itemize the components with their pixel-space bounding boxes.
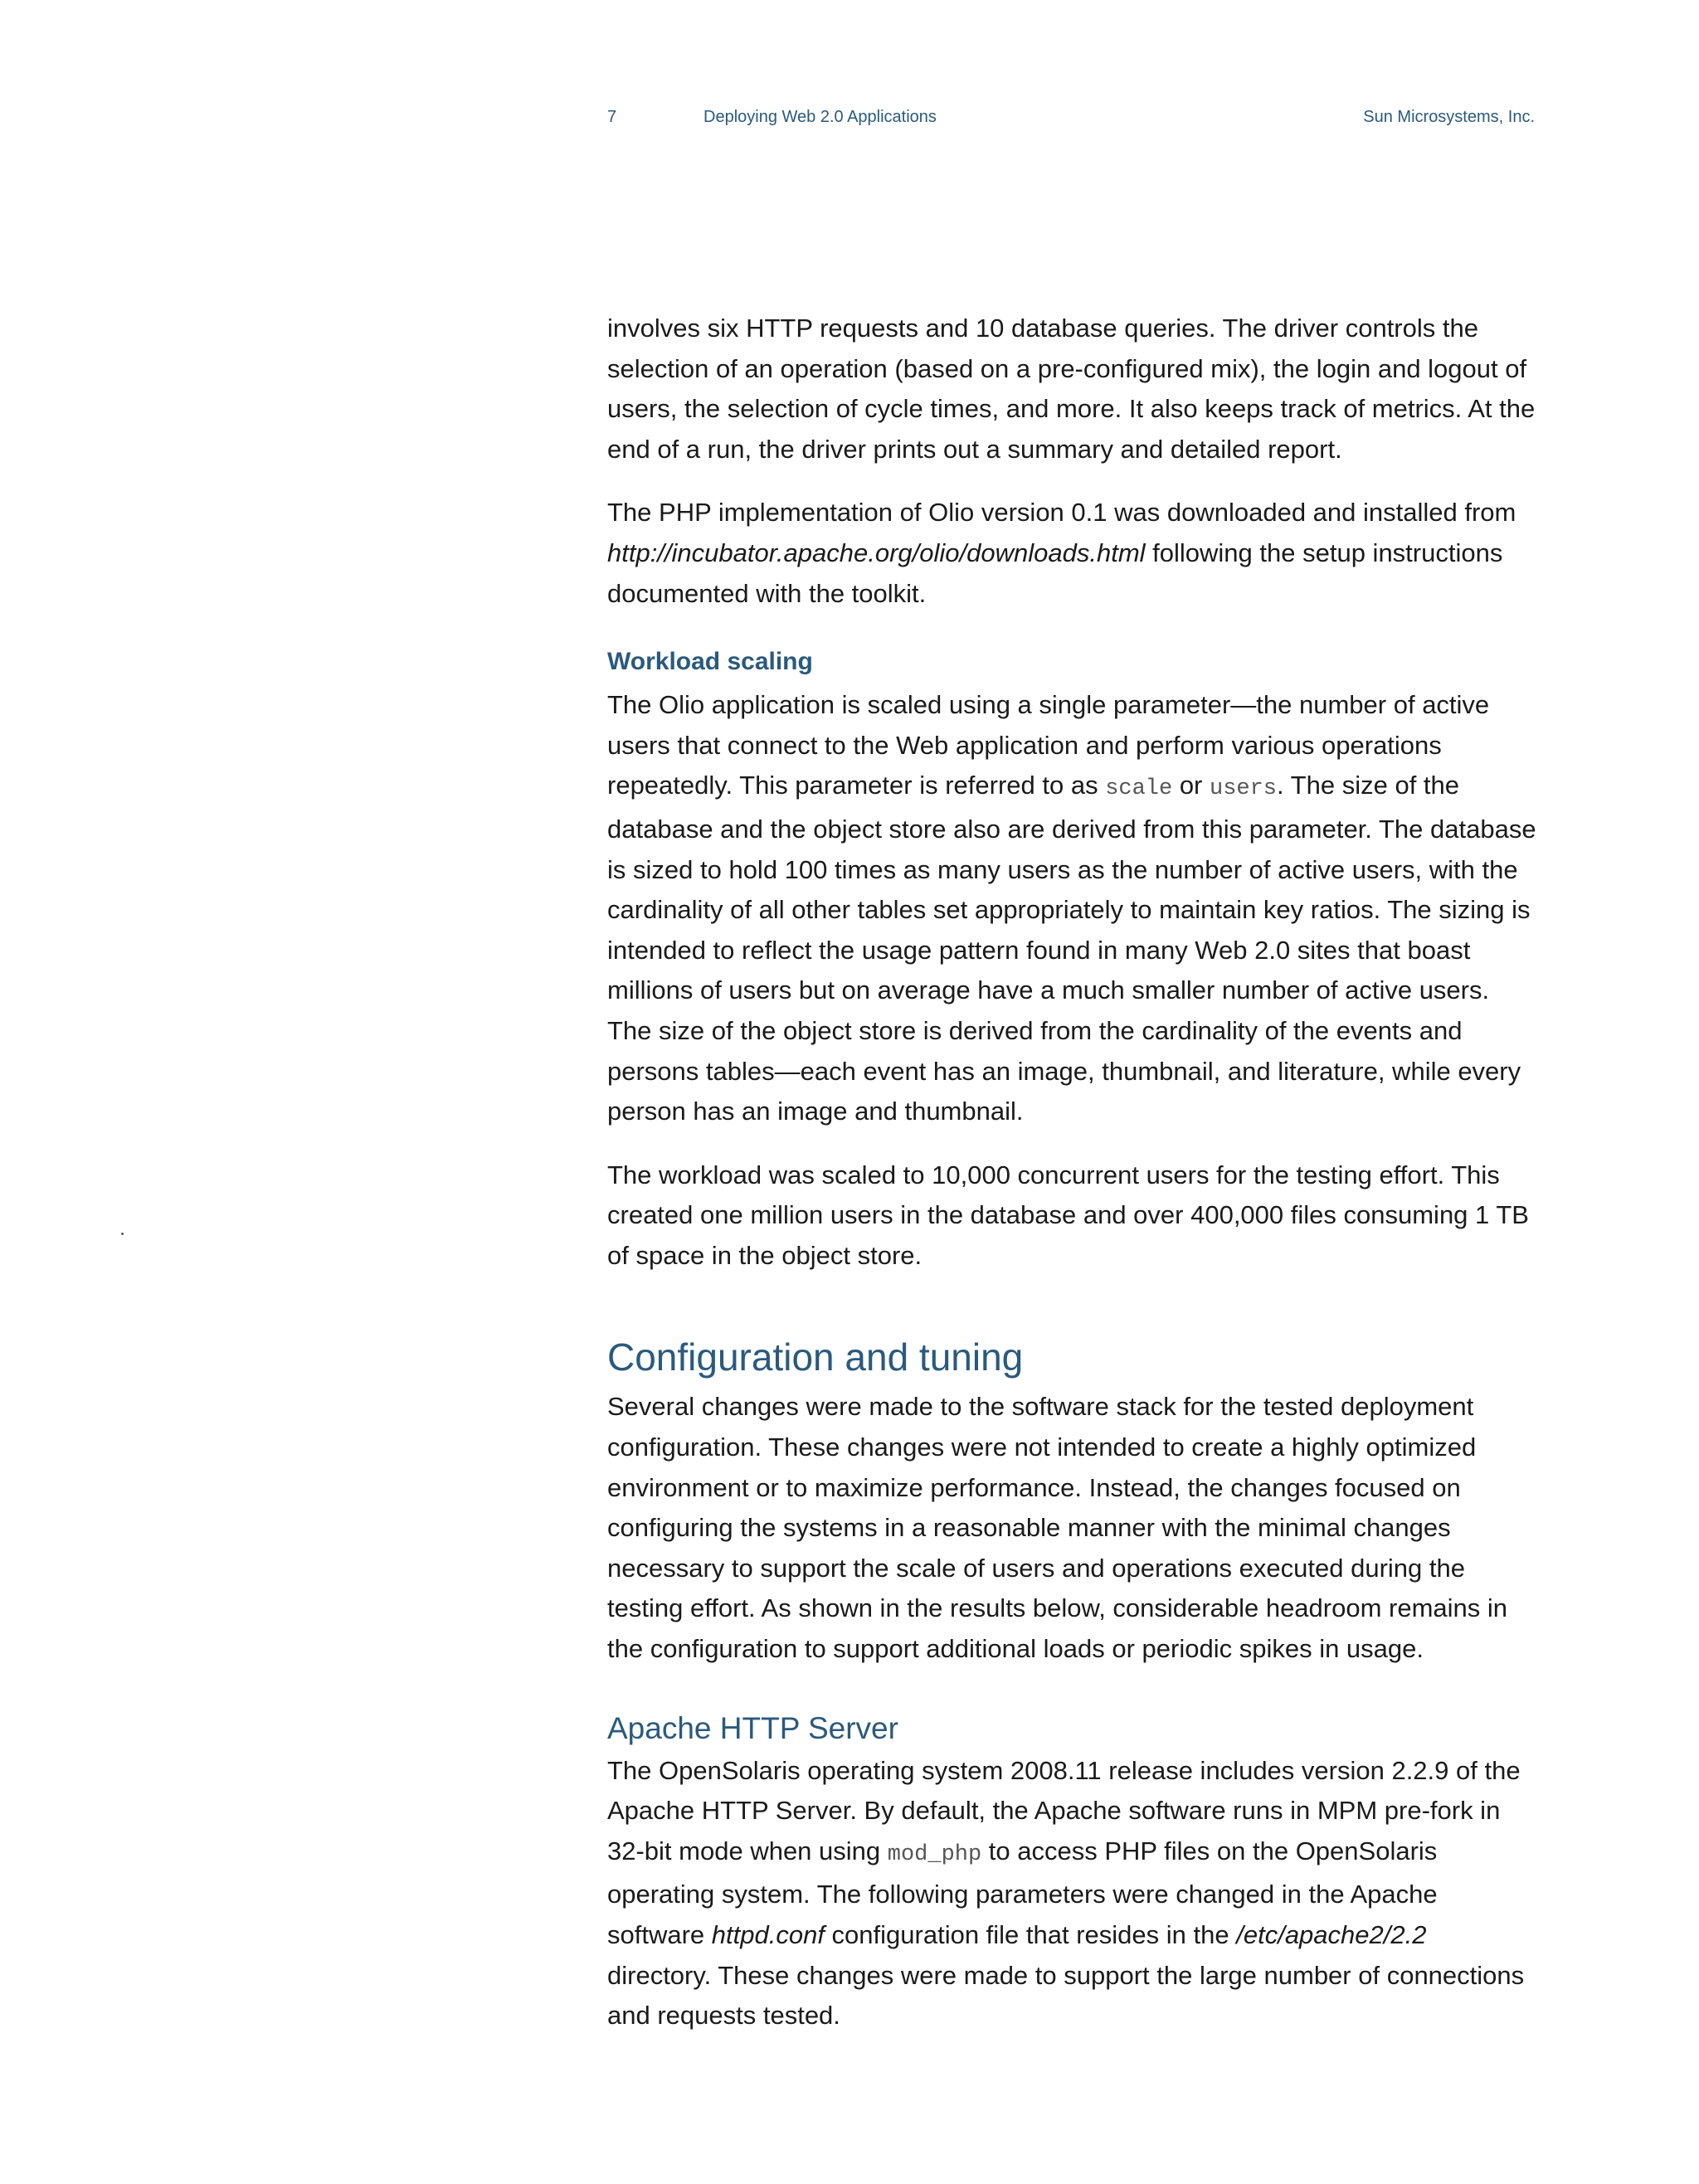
directory-path: /etc/apache2/2.2 [1236,1920,1427,1949]
text-run: to access PHP files on the OpenSolaris operating system. The following parameters were changed in the Apache software [607,1836,1438,1949]
code-scale: scale [1105,776,1173,802]
text-run: The OpenSolaris operating system 2008.11 release includes version 2.2.9 of the Apache HTTP Server. By default, the Apache software runs in MPM pre-fork in 32-bit mode when using [607,1755,1521,1865]
text-run: The PHP implementation of Olio version 0.1 was downloaded and installed from [607,498,1516,528]
document-title: Deploying Web 2.0 Applications [703,108,937,126]
text-run: The Olio application is scaled using a single parameter—the number of active users that connect to the Web application and perform various operations repeatedly. This parameter is referred to as [607,690,1490,800]
page-number: 7 [607,108,617,126]
company-name: Sun Microsystems, Inc. [1363,108,1535,126]
stray-mark [121,1233,124,1235]
workload-scaling-heading: Workload scaling [607,648,813,676]
running-header [607,108,1535,133]
text-run: following the setup instructions documented with the toolkit. [607,537,1503,608]
paragraph-driver-description: involves six HTTP requests and 10 database queries. The driver controls the selection of an operation (based on a pre-configured mix), the login and logout of users, the selection of cycle times, and more. It also keeps track of metrics. At the end of a run, the driver prints out a summary and detailed report. [607,314,1536,464]
code-users: users [1210,776,1278,802]
text-run: . The size of the database and the object store also are derived from this parameter. The database is sized to hold 100 times as many users as the number of active users, with the cardinality of all other tables set appropriately to maintain key ratios. The sizing is intended to reflect the usage pattern found in many Web 2.0 sites that boast millions of users but on average have a much smaller number of active users. The size of the object store is derived from the cardinality of the events and persons tables—each event has an image, thumbnail, and literature, while every person has an image and thumbnail. [607,771,1536,1126]
download-url-link[interactable]: http://incubator.apache.org/olio/downloads.html [607,537,1146,567]
text-run: directory. These changes were made to support the large number of connections and requests tested. [607,1960,1525,2031]
code-mod-php: mod_php [887,1841,982,1867]
paragraph-scaling-description [607,685,1536,1132]
page-content [607,309,1536,2060]
paragraph-configuration-changes: Several changes were made to the software stack for the tested deployment configuration. These changes were not intended to create a highly optimized environment or to maximize performance. Instead, the changes focused on configuring the systems in a reasonable manner with the minimal changes necessary to support the scale of users and operations executed during the testing effort. As shown in the results below, considerable headroom remains in the configuration to support additional loads or periodic spikes in usage. [607,1392,1508,1664]
paragraph-php-implementation [607,493,1536,614]
configuration-tuning-heading: Configuration and tuning [607,1335,1024,1379]
apache-http-server-heading: Apache HTTP Server [607,1710,898,1745]
file-httpd-conf: httpd.conf [711,1920,825,1949]
paragraph-apache-config [607,1751,1536,2036]
paragraph-workload-scale: The workload was scaled to 10,000 concurrent users for the testing effort. This created one million users in the database and over 400,000 files consuming 1 TB of space in the object store. [607,1160,1529,1270]
text-run: or [1172,771,1210,800]
text-run: configuration file that resides in the [824,1920,1237,1949]
